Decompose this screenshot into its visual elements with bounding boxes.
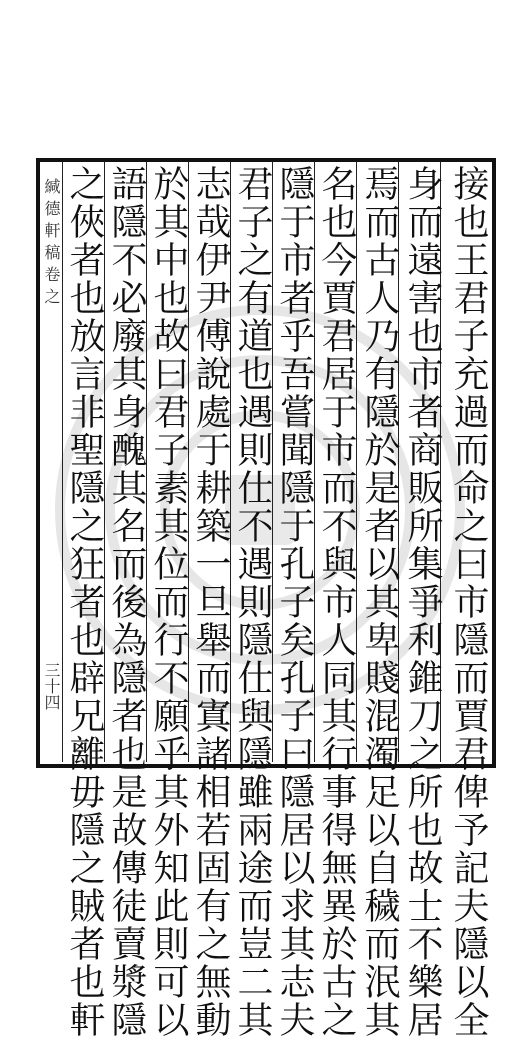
text-line: 志哉伊尹傅說處于耕築一旦舉而寘諸相若固有之無動: [190, 165, 231, 1039]
text-column-6: [232, 165, 273, 1039]
margin-title: 緘德軒稿卷之: [42, 178, 61, 310]
text-column-9: [106, 165, 147, 1039]
text-line: 接也王君子充過而命之曰市隱而賈君俾予記夫隱以全: [448, 165, 489, 1039]
text-line: 於其中也故曰君子素其位而行不願乎其外知此則可以: [148, 165, 189, 1039]
text-line: 君子之有道也遇則仕不遇則隱仕與隱雖兩途而豈二其: [232, 165, 273, 1039]
text-column-5: [274, 165, 315, 1039]
text-column-2: [402, 165, 443, 1039]
margin-folio: 三十四: [42, 662, 61, 710]
text-column-1: [446, 165, 490, 1039]
margin-column: [36, 162, 63, 762]
text-column-10: [64, 165, 105, 1039]
text-column-7: [190, 165, 231, 1039]
text-line: 隱于市者乎吾嘗聞隱于孔子矣孔子曰隱居以求其志夫: [274, 165, 315, 1039]
text-line: 焉而古人乃有隱於是者以其卑賤混濁足以自穢而泯其: [359, 165, 400, 1039]
text-column-8: [148, 165, 189, 1039]
text-line: 之俠者也放言非聖隱之狂者也辟兄離毋隱之賊者也軒: [64, 165, 105, 1039]
text-line: 語隱不必廢其身醜其名而後為隱者也是故傳徒賣漿隱: [106, 165, 147, 1039]
text-line: 名也今賈君居于市而不與市人同其行事得無異於古之: [316, 165, 357, 1039]
text-column-3: [359, 165, 400, 1039]
text-column-4: [316, 165, 357, 1039]
text-line: 身而遠害也市者商販所集爭利錐刀之所也故士不樂居: [402, 165, 443, 1039]
